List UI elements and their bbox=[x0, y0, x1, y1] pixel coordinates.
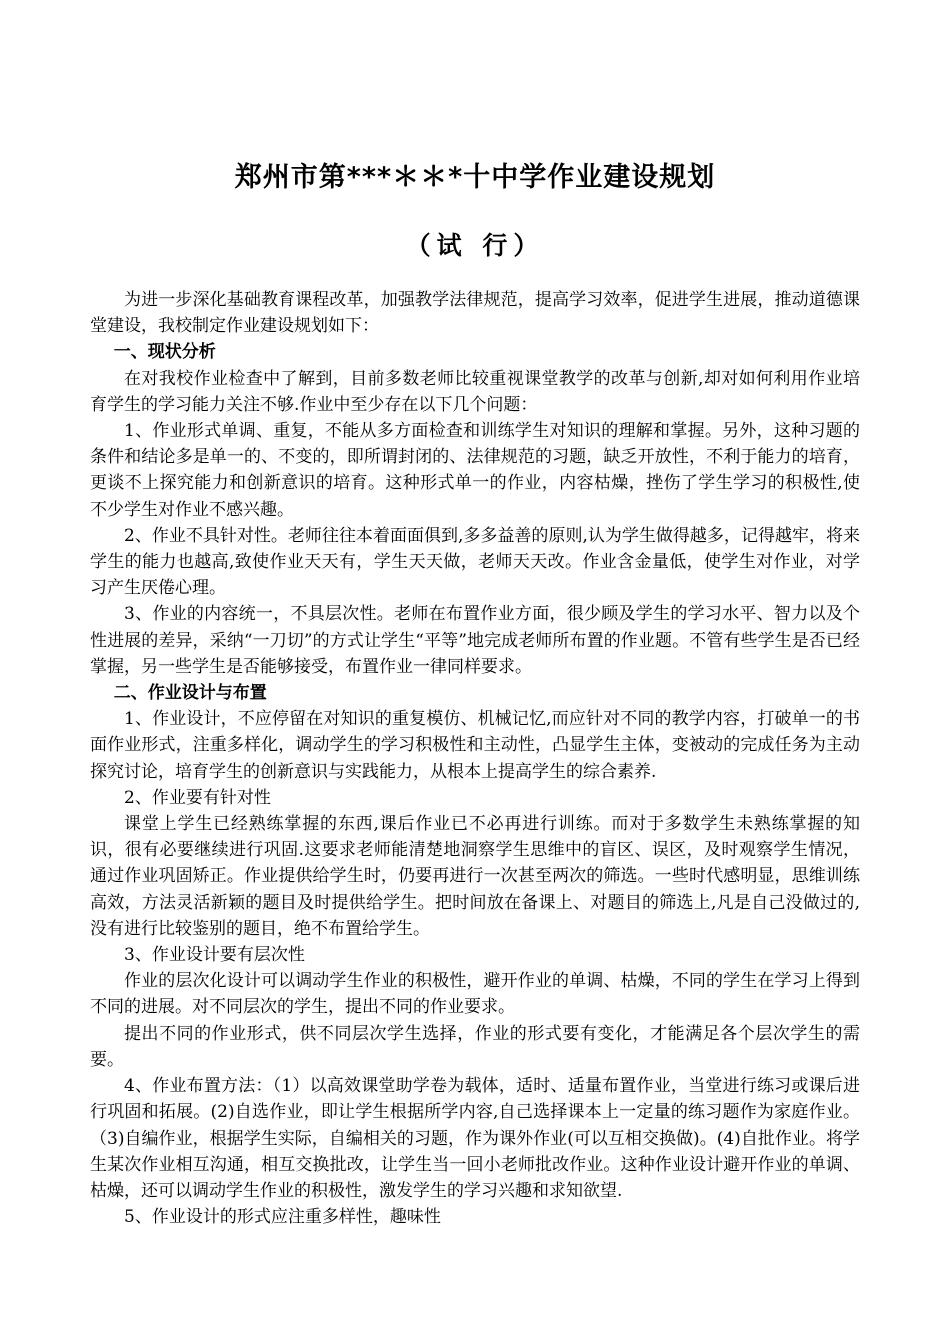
paragraph: 1、作业设计，不应停留在对知识的重复模仿、机械记忆,而应针对不同的教学内容，打破单一的书面作业形式，注重多样化，调动学生的学习积极性和主动性，凸显学生主体，变被动的完成任务为主动探究讨论，培育学生的创新意识与实践能力，从根本上提高学生的综合素养. bbox=[90, 709, 860, 782]
paragraph: 3、作业设计要有层次性 bbox=[124, 945, 305, 966]
paragraph: 5、作业设计的形式应注重多样性，趣味性 bbox=[124, 1207, 441, 1228]
document-title: 郑州市第***＊＊*十中学作业建设规划 bbox=[234, 162, 716, 193]
paragraph: 3、作业的内容统一，不具层次性。老师在布置作业方面，很少顾及学生的学习水平、智力以及个性进展的差异，采纳“一刀切”的方式让学生“平等”地完成老师所布置的作业题。不管有些学生是否已经掌握，另一些学生是否能够接受，布置作业一律同样要求。 bbox=[90, 604, 860, 677]
document-subtitle: （试 行） bbox=[405, 231, 545, 260]
paragraph: 1、作业形式单调、重复，不能从多方面检查和训练学生对知识的理解和掌握。另外，这种习题的条件和结论多是单一的、不变的，即所谓封闭的、法律规范的习题，缺乏开放性，不利于能力的培育，更谈不上探究能力和创新意识的培育。这种形式单一的作业，内容枯燥，挫伤了学生学习的积极性,使不少学生对作业不感兴趣。 bbox=[90, 421, 860, 520]
paragraph: 4、作业布置方法：（1）以高效课堂助学卷为载体，适时、适量布置作业，当堂进行练习或课后进行巩固和拓展。(2)自选作业，即让学生根据所学内容,自己选择课本上一定量的练习题作为家庭作业。（3)自编作业，根据学生实际，自编相关的习题，作为课外作业(可以互相交换做)。(4)自批作业。将学生某次作业相互沟通，相互交换批改，让学生当一回小老师批改作业。这种作业设计避开作业的单调、枯燥，还可以调动学生作业的积极性，激发学生的学习兴趣和求知欲望. bbox=[90, 1076, 860, 1201]
paragraph: 为进一步深化基础教育课程改革，加强教学法律规范，提高学习效率，促进学生进展，推动道德课堂建设，我校制定作业建设规划如下： bbox=[90, 290, 860, 337]
section-heading: 一、现状分析 bbox=[113, 342, 216, 363]
document-body bbox=[90, 287, 860, 1230]
paragraph: 提出不同的作业形式，供不同层次学生选择，作业的形式要有变化，才能满足各个层次学生的需要。 bbox=[90, 1023, 860, 1070]
paragraph: 课堂上学生已经熟练掌握的东西,课后作业已不必再进行训练。而对于多数学生未熟练掌握的知识，很有必要继续进行巩固.这要求老师能清楚地洞察学生思维中的盲区、误区，及时观察学生情况，通过作业巩固矫正。作业提供给学生时，仍要再进行一次甚至两次的筛选。一些时代感明显，思维训练高效，方法灵活新颖的题目及时提供给学生。把时间放在备课上、对题目的筛选上,凡是自己没做过的,没有进行比较鉴别的题目，绝不布置给学生。 bbox=[90, 814, 860, 939]
paragraph: 作业的层次化设计可以调动学生作业的积极性，避开作业的单调、枯燥，不同的学生在学习上得到不同的进展。对不同层次的学生，提出不同的作业要求。 bbox=[90, 971, 860, 1018]
paragraph: 2、作业不具针对性。老师往往本着面面俱到,多多益善的原则,认为学生做得越多，记得越牢，将来学生的能力也越高,致使作业天天有，学生天天做，老师天天改。作业含金量低，使学生对作业，对学习产生厌倦心理。 bbox=[90, 525, 860, 599]
paragraph: 2、作业要有针对性 bbox=[124, 787, 271, 808]
paragraph: 在对我校作业检查中了解到，目前多数老师比较重视课堂教学的改革与创新,却对如何利用作业培育学生的学习能力关注不够.作业中至少存在以下几个问题： bbox=[90, 368, 860, 415]
section-heading: 二、作业设计与布置 bbox=[113, 683, 267, 704]
